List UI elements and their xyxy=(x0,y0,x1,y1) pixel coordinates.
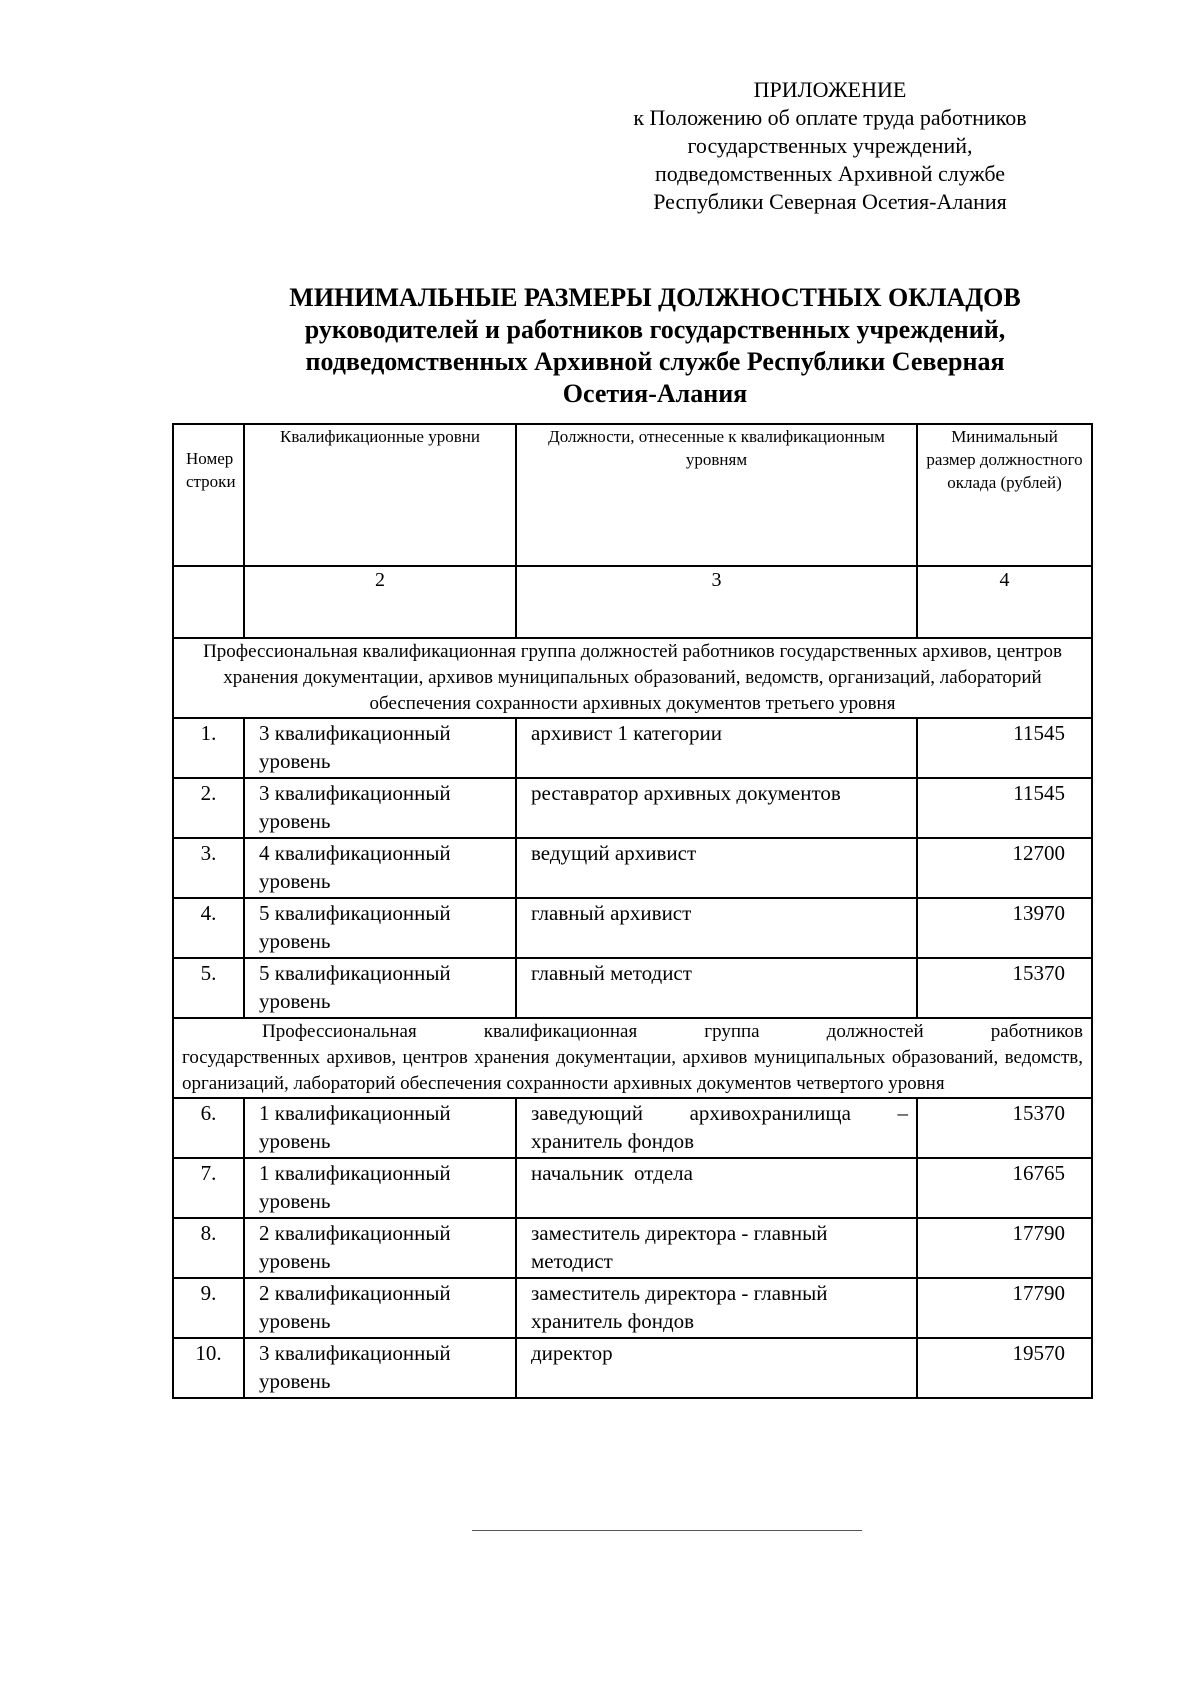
salary-table xyxy=(172,423,1093,1399)
row-number: 9. xyxy=(173,1278,244,1338)
qualification-level: 3 квалификационный уровень xyxy=(244,718,516,778)
group-title-rest: государственных архивов, центров хранения документации, архивов муниципальных образований, ведомств, организаций, лабораторий обеспечения сохранности архивных документов четвертого уровня xyxy=(182,1047,1083,1094)
table-header-row xyxy=(173,424,1092,566)
row-number: 2. xyxy=(173,778,244,838)
title-line: Осетия-Алания xyxy=(562,379,748,408)
salary: 11545 xyxy=(917,718,1092,778)
row-number: 7. xyxy=(173,1158,244,1218)
header-positions: Должности, отнесенные к квалификационным уровням xyxy=(516,424,917,566)
header-row-number: Номер строки xyxy=(173,424,244,566)
position: заведующий архивохранилища – хранитель фондов xyxy=(516,1098,917,1158)
table-row xyxy=(173,778,1092,838)
salary: 17790 xyxy=(917,1278,1092,1338)
position: заместитель директора - главный методист xyxy=(516,1218,917,1278)
position: директор xyxy=(516,1338,917,1398)
salary: 19570 xyxy=(917,1338,1092,1398)
qualification-level: 2 квалификационный уровень xyxy=(244,1218,516,1278)
row-number: 3. xyxy=(173,838,244,898)
row-number: 8. xyxy=(173,1218,244,1278)
position: главный методист xyxy=(516,958,917,1018)
header-min-salary: Минимальный размер должностного оклада (рублей) xyxy=(917,424,1092,566)
column-number: 4 xyxy=(917,566,1092,638)
salary: 11545 xyxy=(917,778,1092,838)
position: реставратор архивных документов xyxy=(516,778,917,838)
table-row xyxy=(173,718,1092,778)
position: ведущий архивист xyxy=(516,838,917,898)
group-title-first-line: Профессиональная квалификационная группа должностей работников xyxy=(262,1021,1083,1042)
row-number: 1. xyxy=(173,718,244,778)
qualification-level: 5 квалификационный уровень xyxy=(244,898,516,958)
salary: 12700 xyxy=(917,838,1092,898)
group-title-fourth-level xyxy=(173,1018,1092,1098)
table-row xyxy=(173,838,1092,898)
appendix-line: подведомственных Архивной службе xyxy=(654,161,1006,186)
column-numbers-row xyxy=(173,566,1092,638)
appendix-heading: ПРИЛОЖЕНИЕ xyxy=(753,77,907,102)
table-row xyxy=(173,1098,1092,1158)
table-row xyxy=(173,1338,1092,1398)
salary: 15370 xyxy=(917,958,1092,1018)
row-number: 6. xyxy=(173,1098,244,1158)
appendix-line: государственных учреждений, xyxy=(687,133,973,158)
qualification-level: 5 квалификационный уровень xyxy=(244,958,516,1018)
closing-divider-line xyxy=(472,1530,862,1531)
document-title xyxy=(200,282,1110,410)
qualification-level: 3 квалификационный уровень xyxy=(244,1338,516,1398)
title-line: руководителей и работников государственных учреждений, xyxy=(304,315,1006,344)
qualification-level: 3 квалификационный уровень xyxy=(244,778,516,838)
qualification-level: 2 квалификационный уровень xyxy=(244,1278,516,1338)
salary: 17790 xyxy=(917,1218,1092,1278)
group-header-row xyxy=(173,638,1092,718)
salary: 13970 xyxy=(917,898,1092,958)
table-row xyxy=(173,1278,1092,1338)
table-row xyxy=(173,1218,1092,1278)
table-row xyxy=(173,958,1092,1018)
position: архивист 1 категории xyxy=(516,718,917,778)
title-line: подведомственных Архивной службе Республики Северная xyxy=(305,347,1005,376)
position: главный архивист xyxy=(516,898,917,958)
position: заместитель директора - главный хранитель фондов xyxy=(516,1278,917,1338)
column-number xyxy=(173,566,244,638)
column-number: 2 xyxy=(244,566,516,638)
position: начальник отдела xyxy=(516,1158,917,1218)
table-row xyxy=(173,898,1092,958)
row-number: 10. xyxy=(173,1338,244,1398)
appendix-note xyxy=(600,76,1060,216)
group-title-third-level: Профессиональная квалификационная группа должностей работников государственных архивов, центров хранения документации, архивов муниципальных образований, ведомств, организаций, лабораторий обеспечения сохранности архивных документов третьего уровня xyxy=(173,638,1092,718)
qualification-level: 1 квалификационный уровень xyxy=(244,1098,516,1158)
title-line: МИНИМАЛЬНЫЕ РАЗМЕРЫ ДОЛЖНОСТНЫХ ОКЛАДОВ xyxy=(289,283,1021,312)
qualification-level: 4 квалификационный уровень xyxy=(244,838,516,898)
appendix-line: к Положению об оплате труда работников xyxy=(633,105,1027,130)
qualification-level: 1 квалификационный уровень xyxy=(244,1158,516,1218)
row-number: 4. xyxy=(173,898,244,958)
salary: 15370 xyxy=(917,1098,1092,1158)
salary: 16765 xyxy=(917,1158,1092,1218)
group-header-row xyxy=(173,1018,1092,1098)
table-row xyxy=(173,1158,1092,1218)
appendix-line: Республики Северная Осетия-Алания xyxy=(653,189,1007,214)
header-qualification-levels: Квалификационные уровни xyxy=(244,424,516,566)
column-number: 3 xyxy=(516,566,917,638)
row-number: 5. xyxy=(173,958,244,1018)
